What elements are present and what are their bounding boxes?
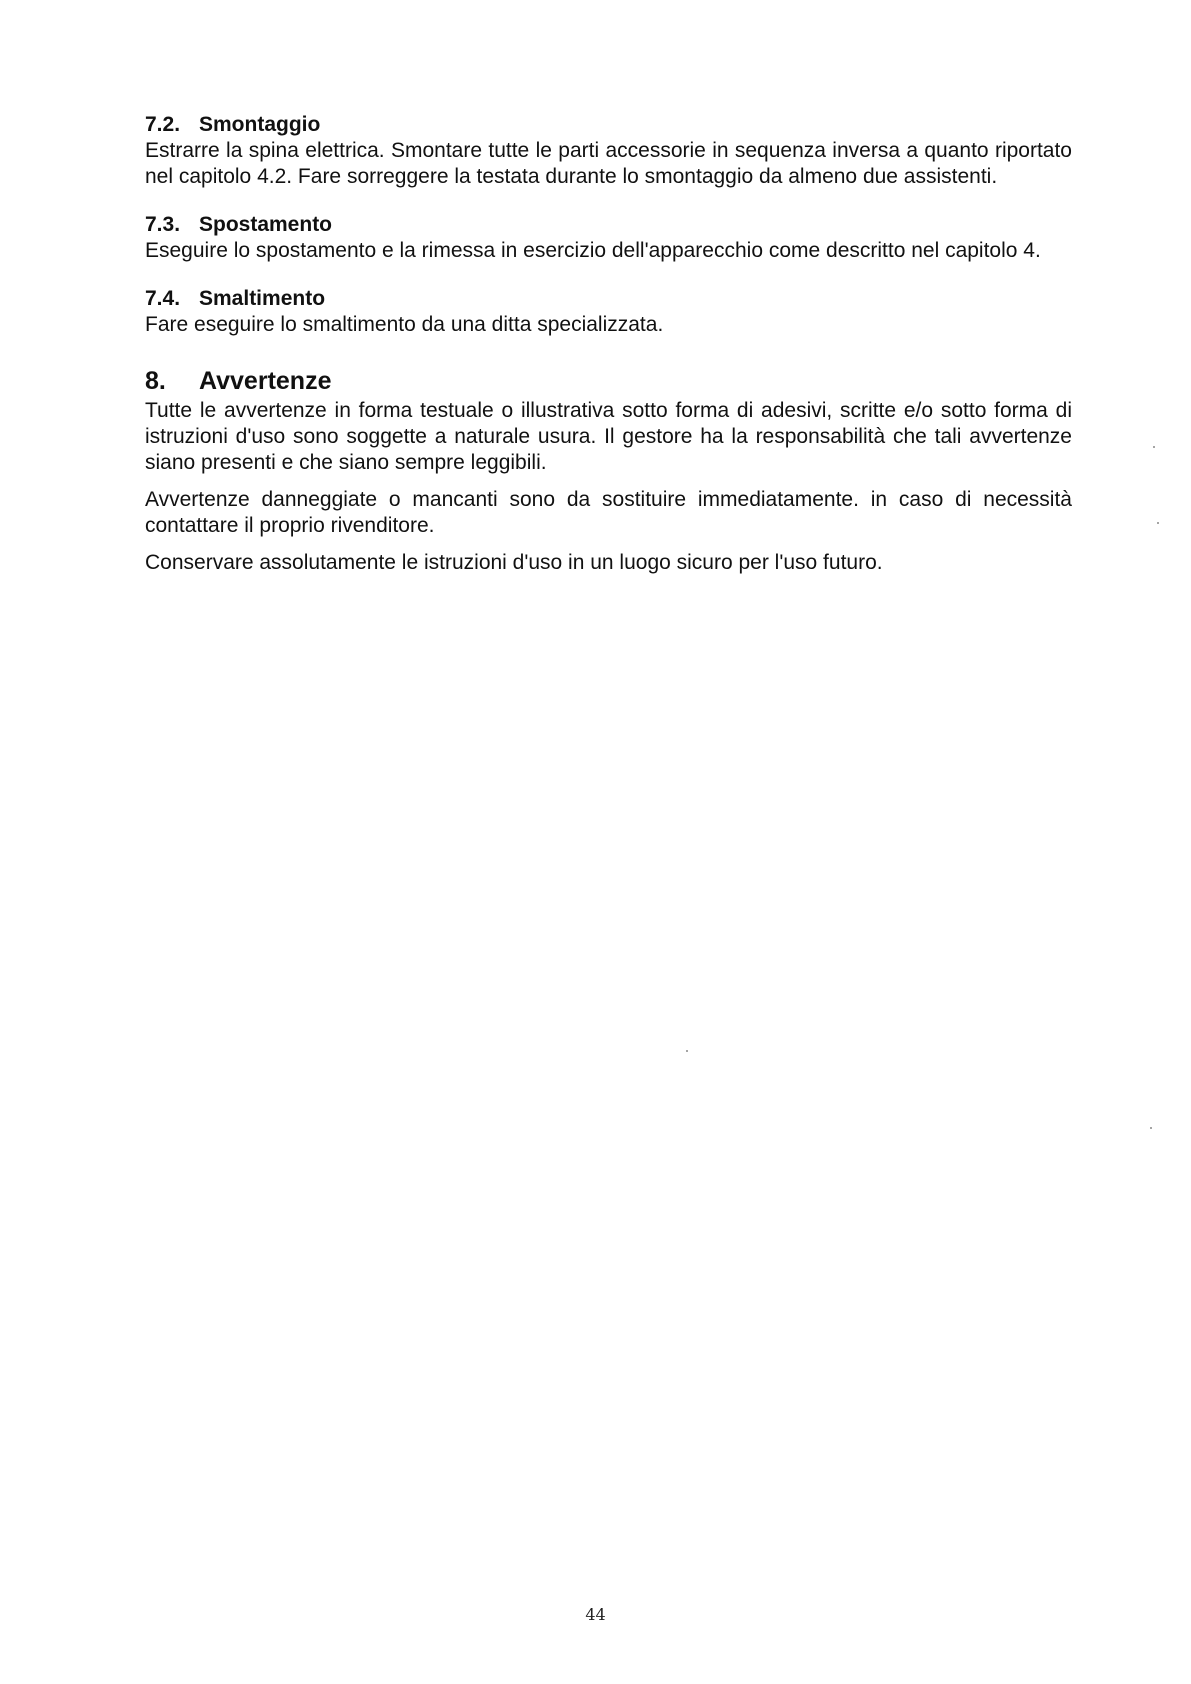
chapter-paragraph: Avvertenze danneggiate o mancanti sono da sostituire immediatamente. in caso di necessità contattare il proprio rivenditore. — [145, 488, 1072, 537]
section-heading — [145, 212, 1072, 238]
scan-speck — [1153, 446, 1155, 448]
scan-speck — [1150, 1127, 1152, 1129]
page-content — [145, 112, 1072, 576]
scan-speck — [1157, 522, 1159, 524]
chapter-heading — [145, 366, 1072, 396]
section-body: Eseguire lo spostamento e la rimessa in esercizio dell'apparecchio come descritto nel capitolo 4. — [145, 239, 1041, 262]
chapter-number: 8. — [145, 367, 166, 395]
section-number: 7.2. — [145, 113, 181, 136]
section-spostamento — [145, 212, 1072, 264]
section-body: Estrarre la spina elettrica. Smontare tutte le parti accessorie in sequenza inversa a quanto riportato nel capitolo 4.2. Fare sorreggere la testata durante lo smontaggio da almeno due assistenti. — [145, 139, 1072, 188]
chapter-avvertenze — [145, 366, 1072, 576]
section-title: Smontaggio — [199, 113, 321, 136]
section-body: Fare eseguire lo smaltimento da una ditta specializzata. — [145, 313, 664, 336]
scan-speck — [686, 1050, 688, 1052]
section-title: Smaltimento — [199, 287, 326, 310]
section-heading — [145, 286, 1072, 312]
section-smaltimento — [145, 286, 1072, 338]
chapter-title: Avvertenze — [199, 367, 332, 395]
chapter-paragraph: Tutte le avvertenze in forma testuale o illustrativa sotto forma di adesivi, scritte e/o sotto forma di istruzioni d'uso sono soggette a naturale usura. Il gestore ha la responsabilità che tali avvertenze siano presenti e che siano sempre leggibili. — [145, 399, 1072, 474]
chapter-paragraph: Conservare assolutamente le istruzioni d'uso in un luogo sicuro per l'uso futuro. — [145, 551, 883, 574]
section-number: 7.4. — [145, 287, 181, 310]
section-heading — [145, 112, 1072, 138]
section-smontaggio — [145, 112, 1072, 190]
section-number: 7.3. — [145, 213, 181, 236]
page-number: 44 — [585, 1605, 606, 1624]
section-title: Spostamento — [199, 213, 333, 236]
